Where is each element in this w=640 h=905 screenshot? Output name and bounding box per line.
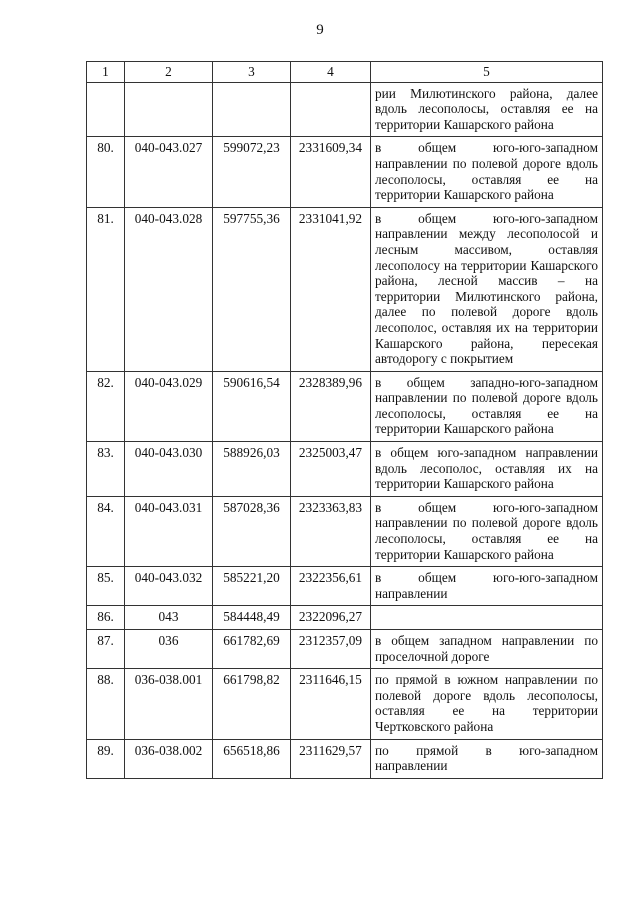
x-coordinate-cell — [213, 82, 291, 137]
boundary-points-table — [86, 61, 603, 779]
point-code-cell: 040-043.028 — [125, 207, 213, 371]
header-cell: 2 — [125, 62, 213, 83]
page-number: 9 — [316, 22, 324, 38]
description-cell: рии Милютинского района, далее вдоль лесополосы, оставляя ее на территории Кашарского района — [371, 82, 603, 137]
row-number-cell — [87, 82, 125, 137]
table-row — [87, 630, 603, 669]
row-number-cell: 80. — [87, 137, 125, 207]
point-code-cell: 043 — [125, 606, 213, 630]
x-coordinate-cell: 656518,86 — [213, 739, 291, 778]
table-row — [87, 82, 603, 137]
row-number-cell: 84. — [87, 496, 125, 566]
x-coordinate-cell: 585221,20 — [213, 567, 291, 606]
row-number-cell: 86. — [87, 606, 125, 630]
y-coordinate-cell: 2312357,09 — [291, 630, 371, 669]
header-cell: 1 — [87, 62, 125, 83]
point-code-cell: 036-038.001 — [125, 669, 213, 739]
x-coordinate-cell: 590616,54 — [213, 371, 291, 441]
table-row — [87, 606, 603, 630]
description-cell: по прямой в южном направлении по полевой дороге вдоль лесополосы, оставляя ее на территории Чертковского района — [371, 669, 603, 739]
y-coordinate-cell: 2331609,34 — [291, 137, 371, 207]
header-cell: 3 — [213, 62, 291, 83]
table-row — [87, 371, 603, 441]
table-header-row — [87, 62, 603, 83]
x-coordinate-cell: 599072,23 — [213, 137, 291, 207]
y-coordinate-cell: 2331041,92 — [291, 207, 371, 371]
table-row — [87, 567, 603, 606]
description-cell: в общем западно-юго-западном направлении по полевой дороге вдоль лесополосы, оставляя ее на территории Кашарского района — [371, 371, 603, 441]
point-code-cell: 040-043.030 — [125, 442, 213, 497]
description-cell: в общем юго-юго-западном направлении между лесополосой и лесным массивом, оставляя лесополосу на территории Кашарского района, лесной массив – на территории Милютинского района, далее по полевой дороге вдоль лесополос, оставляя их на территории Кашарского района, пересекая автодорогу с покрытием — [371, 207, 603, 371]
table-row — [87, 442, 603, 497]
point-code-cell: 036 — [125, 630, 213, 669]
row-number-cell: 87. — [87, 630, 125, 669]
row-number-cell: 88. — [87, 669, 125, 739]
description-cell: по прямой в юго-западном направлении — [371, 739, 603, 778]
row-number-cell: 82. — [87, 371, 125, 441]
table-row — [87, 207, 603, 371]
x-coordinate-cell: 588926,03 — [213, 442, 291, 497]
x-coordinate-cell: 587028,36 — [213, 496, 291, 566]
table-row — [87, 137, 603, 207]
x-coordinate-cell: 661782,69 — [213, 630, 291, 669]
y-coordinate-cell: 2328389,96 — [291, 371, 371, 441]
point-code-cell: 040-043.031 — [125, 496, 213, 566]
row-number-cell: 85. — [87, 567, 125, 606]
point-code-cell — [125, 82, 213, 137]
y-coordinate-cell: 2311646,15 — [291, 669, 371, 739]
y-coordinate-cell: 2322356,61 — [291, 567, 371, 606]
table-row — [87, 496, 603, 566]
header-cell: 4 — [291, 62, 371, 83]
row-number-cell: 81. — [87, 207, 125, 371]
y-coordinate-cell — [291, 82, 371, 137]
description-cell — [371, 606, 603, 630]
row-number-cell: 89. — [87, 739, 125, 778]
point-code-cell: 040-043.032 — [125, 567, 213, 606]
description-cell: в общем юго-западном направлении вдоль лесополос, оставляя их на территории Кашарского района — [371, 442, 603, 497]
y-coordinate-cell: 2322096,27 — [291, 606, 371, 630]
description-cell: в общем юго-юго-западном направлении по полевой дороге вдоль лесополосы, оставляя ее на территории Кашарского района — [371, 496, 603, 566]
y-coordinate-cell: 2325003,47 — [291, 442, 371, 497]
row-number-cell: 83. — [87, 442, 125, 497]
table-row — [87, 669, 603, 739]
y-coordinate-cell: 2311629,57 — [291, 739, 371, 778]
description-cell: в общем юго-юго-западном направлении по полевой дороге вдоль лесополосы, оставляя ее на территории Кашарского района — [371, 137, 603, 207]
point-code-cell: 040-043.027 — [125, 137, 213, 207]
description-cell: в общем западном направлении по проселочной дороге — [371, 630, 603, 669]
x-coordinate-cell: 584448,49 — [213, 606, 291, 630]
x-coordinate-cell: 597755,36 — [213, 207, 291, 371]
y-coordinate-cell: 2323363,83 — [291, 496, 371, 566]
point-code-cell: 040-043.029 — [125, 371, 213, 441]
header-cell: 5 — [371, 62, 603, 83]
point-code-cell: 036-038.002 — [125, 739, 213, 778]
description-cell: в общем юго-юго-западном направлении — [371, 567, 603, 606]
table-row — [87, 739, 603, 778]
x-coordinate-cell: 661798,82 — [213, 669, 291, 739]
